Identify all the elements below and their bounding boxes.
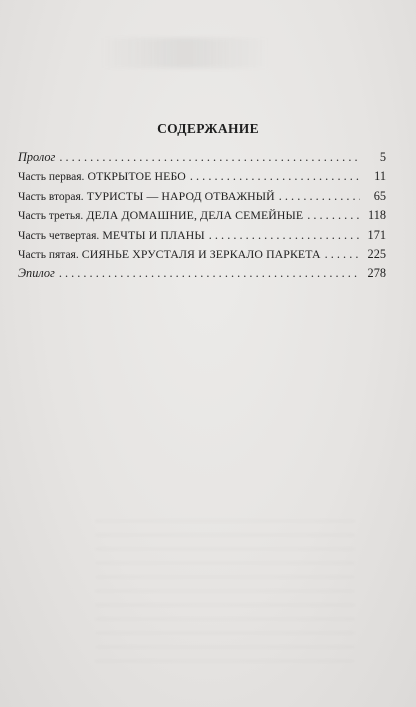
toc-entry-part-4 xyxy=(18,228,386,247)
toc-entry-prologue xyxy=(18,150,386,169)
toc-entry-part-3 xyxy=(18,208,386,227)
toc-part-title: ДЕЛА ДОМАШНИЕ, ДЕЛА СЕМЕЙНЫЕ xyxy=(86,208,304,223)
table-of-contents xyxy=(18,150,386,286)
toc-page-number: 171 xyxy=(367,227,386,242)
toc-part-title: ОТКРЫТОЕ НЕБО xyxy=(87,169,186,184)
show-through-text xyxy=(100,38,270,68)
contents-heading: СОДЕРЖАНИЕ xyxy=(157,121,259,136)
toc-entry-label: Пролог xyxy=(18,150,56,164)
toc-entry-epilogue xyxy=(18,266,386,285)
dot-leader xyxy=(190,169,360,184)
dot-leader xyxy=(279,189,360,204)
toc-page-number: 5 xyxy=(379,150,386,164)
toc-page-number: 278 xyxy=(367,266,386,281)
toc-part-title: ТУРИСТЫ — НАРОД ОТВАЖНЫЙ xyxy=(86,188,275,203)
toc-part-title: СИЯНЬЕ ХРУСТАЛЯ И ЗЕРКАЛО ПАРКЕТА xyxy=(81,246,321,261)
toc-part-prefix: Часть вторая. xyxy=(18,190,84,203)
show-through-text-lower xyxy=(95,520,355,670)
toc-entry-part-1 xyxy=(18,169,386,188)
dot-leader xyxy=(325,247,360,262)
toc-part-title: МЕЧТЫ И ПЛАНЫ xyxy=(102,227,205,242)
toc-part-prefix: Часть четвертая. xyxy=(18,229,100,242)
toc-part-prefix: Часть пятая. xyxy=(18,248,79,261)
toc-page-number: 11 xyxy=(374,169,386,184)
toc-part-prefix: Часть первая. xyxy=(18,171,85,184)
toc-entry-label: Эпилог xyxy=(18,266,55,281)
toc-page-number: 225 xyxy=(367,246,386,261)
toc-page-number: 65 xyxy=(373,188,386,203)
toc-entry-part-5 xyxy=(18,247,386,266)
dot-leader xyxy=(59,150,360,165)
dot-leader xyxy=(59,266,360,281)
toc-page-number: 118 xyxy=(368,208,386,223)
toc-entry-part-2 xyxy=(18,189,386,208)
dot-leader xyxy=(209,228,360,243)
dot-leader xyxy=(307,208,360,223)
toc-part-prefix: Часть третья. xyxy=(18,210,84,223)
